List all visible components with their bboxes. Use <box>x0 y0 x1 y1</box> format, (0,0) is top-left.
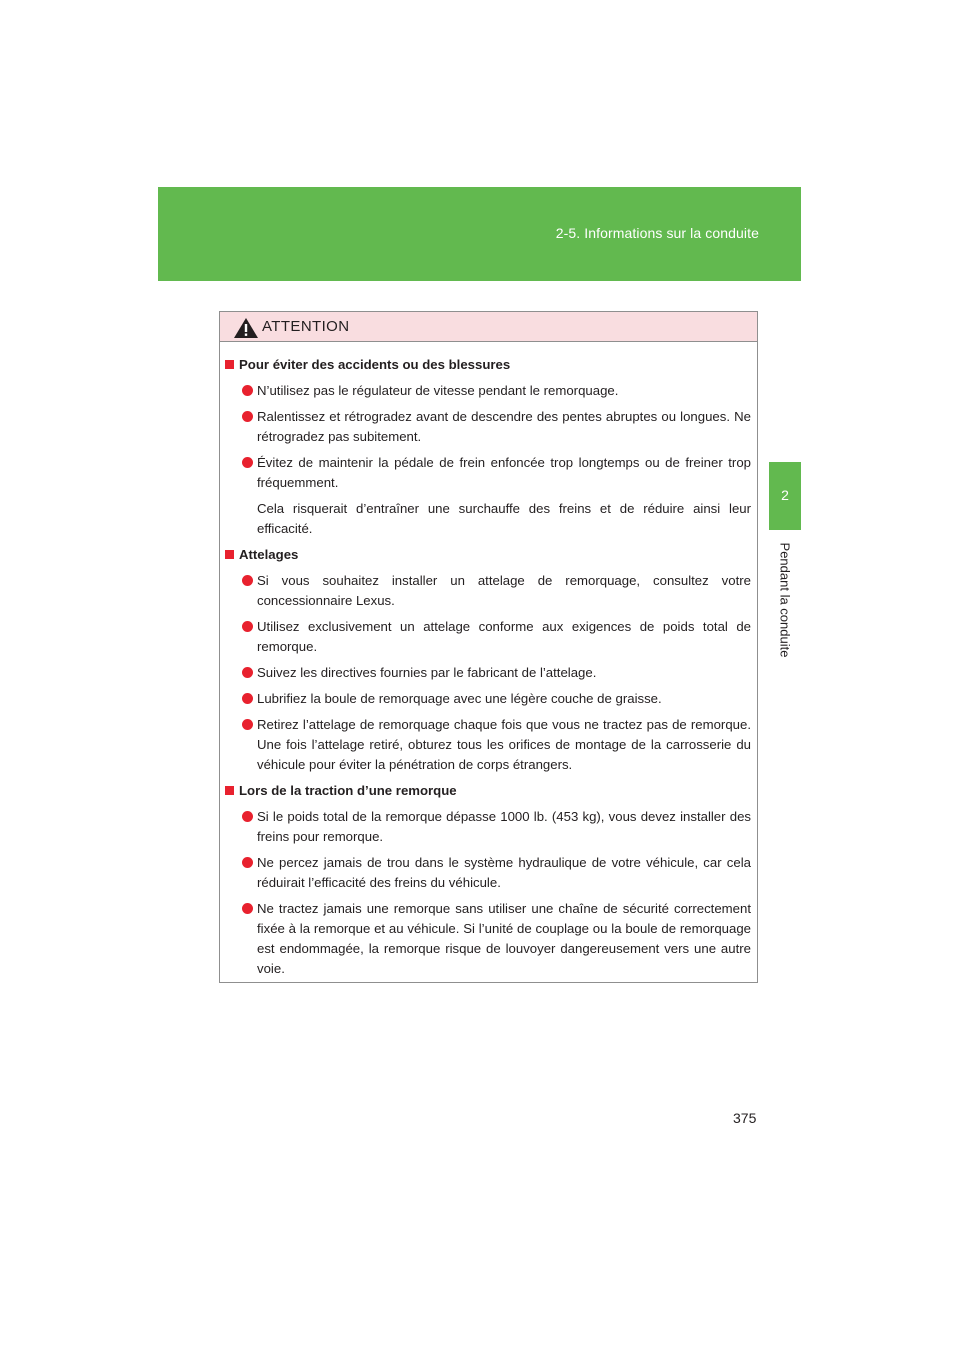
warning-triangle-icon <box>233 317 259 339</box>
page-number: 375 <box>733 1110 757 1126</box>
list-item: Si vous souhaitez installer un attelage de remorquage, consultez votre concessionnaire Lexus. <box>242 571 751 611</box>
list-item: N’utilisez pas le régulateur de vitesse pendant le remorquage. <box>242 381 751 401</box>
section-title: 2-5. Informations sur la conduite <box>555 225 759 241</box>
section-heading <box>225 355 751 375</box>
chapter-tab[interactable] <box>769 462 801 530</box>
attention-header <box>220 312 757 342</box>
list-item: Ne tractez jamais une remorque sans utiliser une chaîne de sécurité correctement fixée à la remorque et au véhicule. Si l’unité de couplage ou la boule de remorquage est endommagée, la remorque risque de louvoyer dangereusement vers une autre voie. <box>242 899 751 979</box>
chapter-label: Pendant la conduite <box>777 542 793 658</box>
list-item: Suivez les directives fournies par le fabricant de l’attelage. <box>242 663 751 683</box>
section-heading-text: Attelages <box>239 547 299 562</box>
red-square-icon <box>225 360 234 369</box>
attention-title: ATTENTION <box>262 318 350 335</box>
red-dot-icon <box>242 857 253 868</box>
attention-body <box>220 342 757 979</box>
red-dot-icon <box>242 667 253 678</box>
red-square-icon <box>225 786 234 795</box>
red-square-icon <box>225 550 234 559</box>
chapter-number: 2 <box>781 487 789 503</box>
section-heading-text: Lors de la traction d’une remorque <box>239 783 457 798</box>
header-band <box>158 187 801 281</box>
red-dot-icon <box>242 385 253 396</box>
red-dot-icon <box>242 693 253 704</box>
red-dot-icon <box>242 457 253 468</box>
list-item: Si le poids total de la remorque dépasse 1000 lb. (453 kg), vous devez installer des freins pour remorque. <box>242 807 751 847</box>
red-dot-icon <box>242 811 253 822</box>
list-item: Lubrifiez la boule de remorquage avec une légère couche de graisse. <box>242 689 751 709</box>
list-item: Ne percez jamais de trou dans le système hydraulique de votre véhicule, car cela réduirait l’efficacité des freins du véhicule. <box>242 853 751 893</box>
note-paragraph: Cela risquerait d’entraîner une surchauffe des freins et de réduire ainsi leur efficacité. <box>257 501 751 536</box>
section-heading-text: Pour éviter des accidents ou des blessures <box>239 357 511 372</box>
red-dot-icon <box>242 719 253 730</box>
list-item: Évitez de maintenir la pédale de frein enfoncée trop longtemps ou de freiner trop fréquemment. <box>242 453 751 493</box>
red-dot-icon <box>242 575 253 586</box>
section-heading <box>225 545 751 565</box>
section-heading <box>225 781 751 801</box>
red-dot-icon <box>242 621 253 632</box>
red-dot-icon <box>242 411 253 422</box>
list-item: Retirez l’attelage de remorquage chaque fois que vous ne tractez pas de remorque. Une fois l’attelage retiré, obturez tous les orifices de montage de la carrosserie du véhicule pour éviter la pénétration de corps étrangers. <box>242 715 751 775</box>
list-item: Ralentissez et rétrogradez avant de descendre des pentes abruptes ou longues. Ne rétrogradez pas subitement. <box>242 407 751 447</box>
list-item: Utilisez exclusivement un attelage conforme aux exigences de poids total de remorque. <box>242 617 751 657</box>
red-dot-icon <box>242 903 253 914</box>
attention-box <box>219 311 758 983</box>
